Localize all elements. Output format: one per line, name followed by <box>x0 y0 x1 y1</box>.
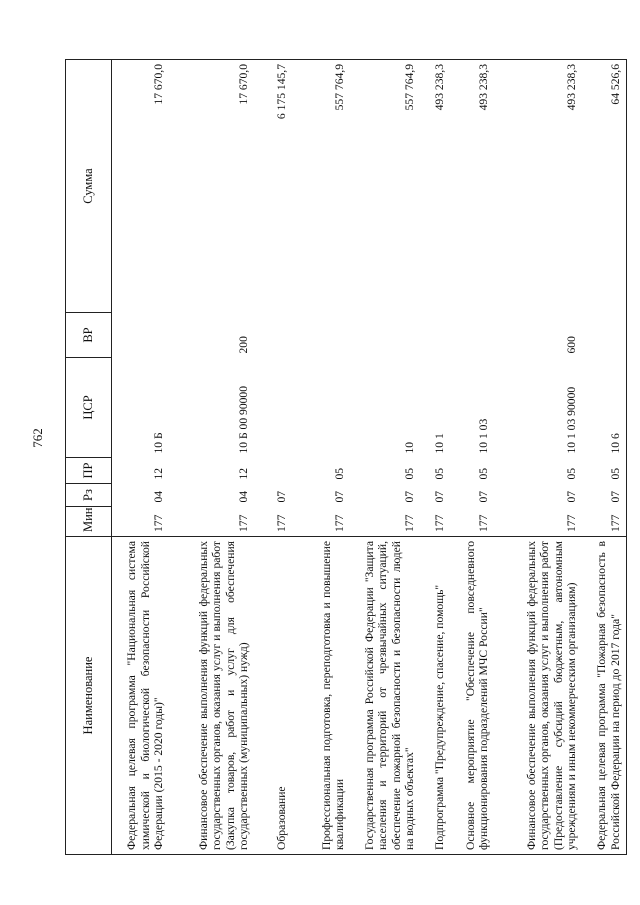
cell-name: Подпрограмма "Предупреждение, спасение, помощь" <box>421 537 451 855</box>
cell-csr: 10 <box>403 441 416 454</box>
cell-csr: 10 Б 00 90000 <box>237 385 250 454</box>
cell-vr <box>351 313 421 358</box>
cell-pr: 05 <box>333 467 346 480</box>
cell-rz: 07 <box>565 490 578 503</box>
cell-sum: 557 764,9 <box>351 60 421 313</box>
table-row <box>451 60 495 855</box>
cell-rz: 07 <box>477 490 490 503</box>
cell-sum: 64 526,6 <box>583 60 627 313</box>
cell-min: 177 <box>433 514 446 532</box>
cell-pr: 05 <box>477 467 490 480</box>
cell-vr <box>451 313 495 358</box>
cell-name: Финансовое обеспечение выполнения функций федеральных государственных органов, оказания услуг и выполнения работ (Закупка товаров, работ и услуг для обеспечения государственных (муниципальных) нужд) <box>170 537 255 855</box>
cell-sum: 557 764,9 <box>293 60 351 313</box>
cell-pr: 05 <box>433 467 446 480</box>
table-row <box>351 60 421 855</box>
cell-csr: 10 Б <box>152 432 165 454</box>
cell-name: Федеральная целевая программа "Пожарная безопасность в Российской Федерации на период до 2017 года" <box>583 537 627 855</box>
cell-name: Государственная программа Российской Федерации "Защита населения и территорий от чрезвычайных ситуаций, обеспечение пожарной безопасности и безопасности людей на водных объектах" <box>351 537 421 855</box>
cell-sum: 493 238,3 <box>495 60 583 313</box>
cell-vr <box>421 313 451 358</box>
cell-vr: 600 <box>565 336 578 354</box>
cell-min: 177 <box>403 514 416 532</box>
cell-pr: 12 <box>152 467 165 480</box>
table-row <box>293 60 351 855</box>
header-sum: Сумма <box>66 60 112 313</box>
cell-rz: 07 <box>583 484 627 507</box>
budget-table-container <box>65 60 622 855</box>
table-row <box>495 60 583 855</box>
table-header-row <box>66 60 112 855</box>
cell-sum: 17 670,0 <box>112 60 170 313</box>
table-row <box>255 60 293 855</box>
cell-name: Профессиональная подготовка, переподготовка и повышение квалификации <box>293 537 351 855</box>
table-row <box>170 60 255 855</box>
cell-min: 177 <box>477 514 490 532</box>
table-row <box>112 60 170 855</box>
cell-vr: 200 <box>237 336 250 354</box>
header-csr: ЦСР <box>66 358 112 458</box>
cell-rz: 04 <box>152 490 165 503</box>
cell-rz: 07 <box>403 490 416 503</box>
cell-csr <box>255 358 293 458</box>
cell-name: Финансовое обеспечение выполнения функций федеральных государственных органов, оказания услуг и выполнения работ (Предоставление субсидий бюджетным, автономным учреждениям и иным некоммерческим организациям) <box>495 537 583 855</box>
cell-csr: 10 1 03 <box>477 418 490 454</box>
cell-pr: 05 <box>583 458 627 484</box>
cell-rz: 07 <box>275 490 288 503</box>
cell-min: 177 <box>275 514 288 532</box>
cell-vr <box>255 313 293 358</box>
budget-table <box>65 59 627 855</box>
header-min: Мин <box>66 507 112 537</box>
cell-vr <box>112 313 170 358</box>
cell-sum: 493 238,3 <box>421 60 451 313</box>
cell-min: 177 <box>583 507 627 537</box>
cell-pr: 12 <box>237 467 250 480</box>
cell-rz: 04 <box>237 490 250 503</box>
cell-vr <box>293 313 351 358</box>
cell-csr <box>293 358 351 458</box>
table-row <box>421 60 451 855</box>
cell-csr: 10 1 <box>433 433 446 454</box>
header-rz: Рз <box>66 484 112 507</box>
cell-min: 177 <box>333 514 346 532</box>
cell-min: 177 <box>152 514 165 532</box>
cell-name: Основное мероприятие "Обеспечение повседневного функционирования подразделений МЧС России" <box>451 537 495 855</box>
cell-pr: 05 <box>565 467 578 480</box>
cell-min: 177 <box>565 514 578 532</box>
header-vr: ВР <box>66 313 112 358</box>
cell-csr: 10 6 <box>583 358 627 458</box>
cell-pr <box>255 458 293 484</box>
cell-name: Образование <box>255 537 293 855</box>
cell-name: Федеральная целевая программа "Национальная система химической и биологической безопасности Российской Федерации (2015 - 2020 годы)" <box>112 537 170 855</box>
cell-sum: 493 238,3 <box>451 60 495 313</box>
header-pr: ПР <box>66 458 112 484</box>
cell-sum: 17 670,0 <box>170 60 255 313</box>
cell-sum: 6 175 145,7 <box>255 60 293 313</box>
table-row <box>583 60 627 855</box>
cell-pr: 05 <box>403 467 416 480</box>
cell-csr: 10 1 03 90000 <box>565 386 578 454</box>
header-name: Наименование <box>66 537 112 855</box>
cell-rz: 07 <box>333 490 346 503</box>
cell-min: 177 <box>237 514 250 532</box>
page-number: 762 <box>30 428 45 448</box>
cell-vr <box>583 313 627 358</box>
cell-rz: 07 <box>433 490 446 503</box>
